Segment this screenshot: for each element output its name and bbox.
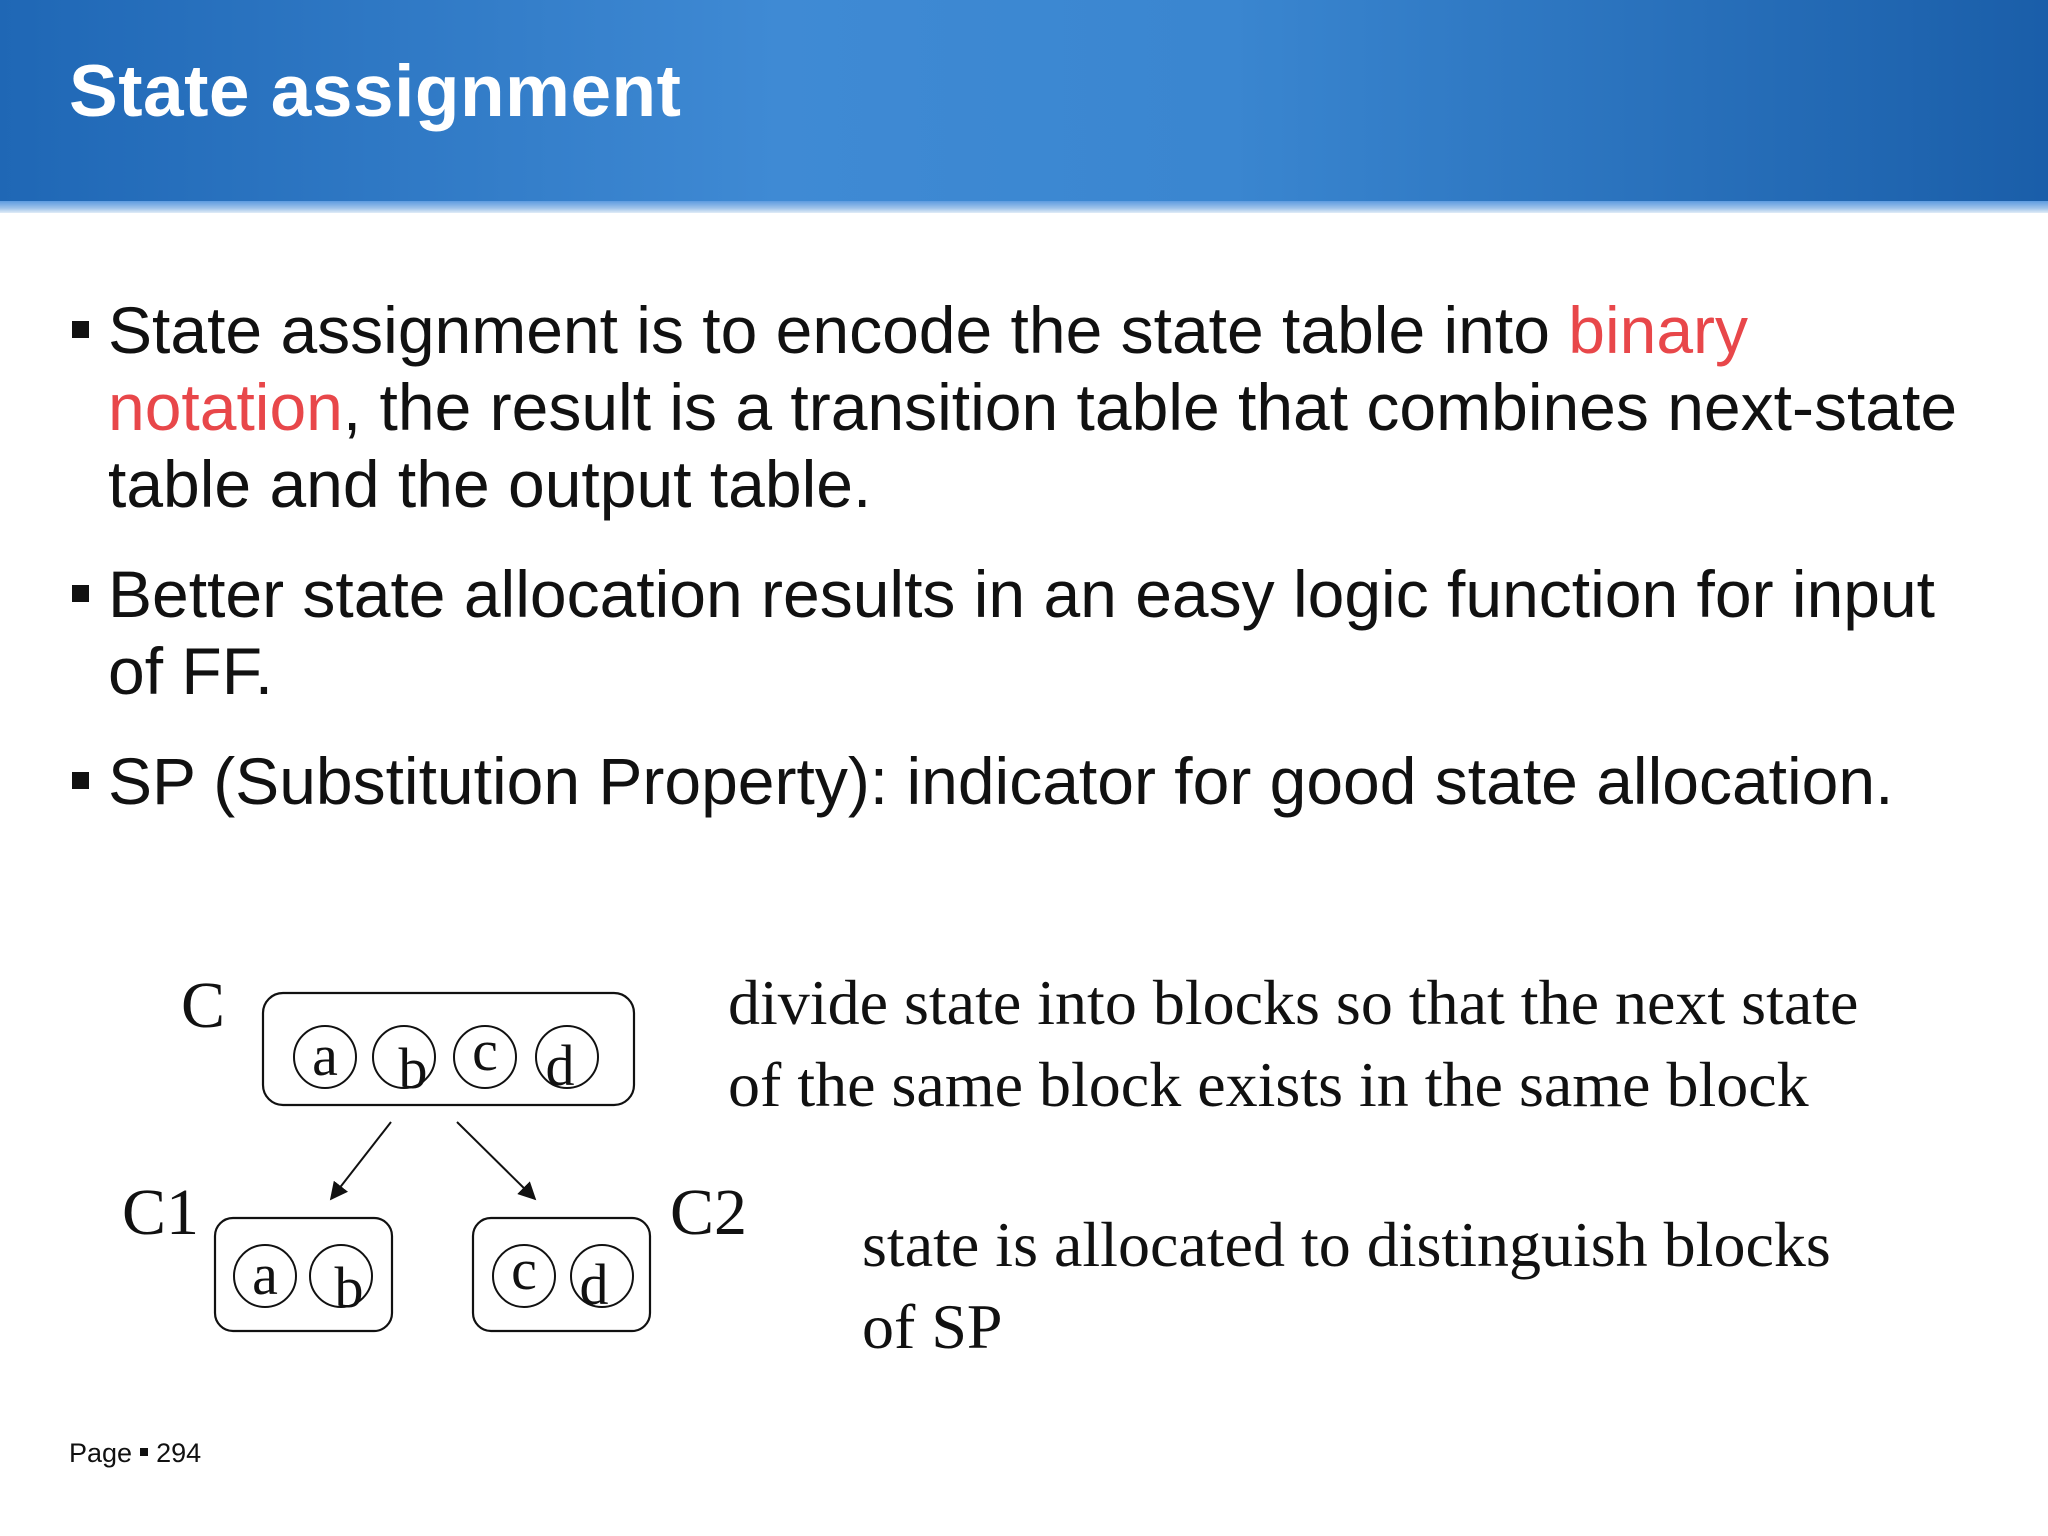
block-label-c1: C1 bbox=[122, 1176, 200, 1249]
description-line: of SP bbox=[862, 1291, 1003, 1362]
bullet-text: State assignment is to encode the state table into bbox=[108, 293, 1569, 367]
state-label: c bbox=[472, 1018, 498, 1083]
state-label: b bbox=[398, 1036, 428, 1101]
state-label: a bbox=[252, 1242, 278, 1307]
state-label: d bbox=[579, 1252, 609, 1317]
arrow-to-c1 bbox=[331, 1122, 391, 1199]
page-number: 294 bbox=[156, 1438, 202, 1468]
description-line: divide state into blocks so that the next state bbox=[728, 967, 1859, 1038]
state-label: d bbox=[545, 1033, 575, 1098]
block-c1-box bbox=[215, 1218, 392, 1331]
description-line: of the same block exists in the same block bbox=[728, 1049, 1809, 1120]
block-c2-box bbox=[473, 1218, 650, 1331]
slide-title: State assignment bbox=[69, 51, 682, 132]
state-label: c bbox=[511, 1237, 537, 1302]
arrow-to-c2 bbox=[457, 1122, 535, 1199]
bullet-text: Better state allocation results in an easy logic function for input of FF. bbox=[108, 557, 1936, 708]
block-division-description bbox=[728, 962, 1858, 1126]
page-footer bbox=[69, 1438, 201, 1469]
highlighted-term: binary notation bbox=[108, 293, 1749, 444]
bullet-text: SP (Substitution Property): indicator for good state allocation. bbox=[108, 744, 1894, 818]
state-label: a bbox=[312, 1023, 338, 1088]
state-label: b bbox=[334, 1255, 364, 1320]
block-label-c2: C2 bbox=[670, 1176, 748, 1249]
allocation-description bbox=[862, 1204, 1831, 1368]
page-label-text: Page bbox=[69, 1438, 133, 1468]
block-label-c: C bbox=[181, 969, 226, 1042]
separator-square-icon bbox=[140, 1448, 148, 1456]
description-line: state is allocated to distinguish blocks bbox=[862, 1209, 1831, 1280]
bullet-text: , the result is a transition table that combines next-state table and the output table. bbox=[108, 370, 1958, 521]
